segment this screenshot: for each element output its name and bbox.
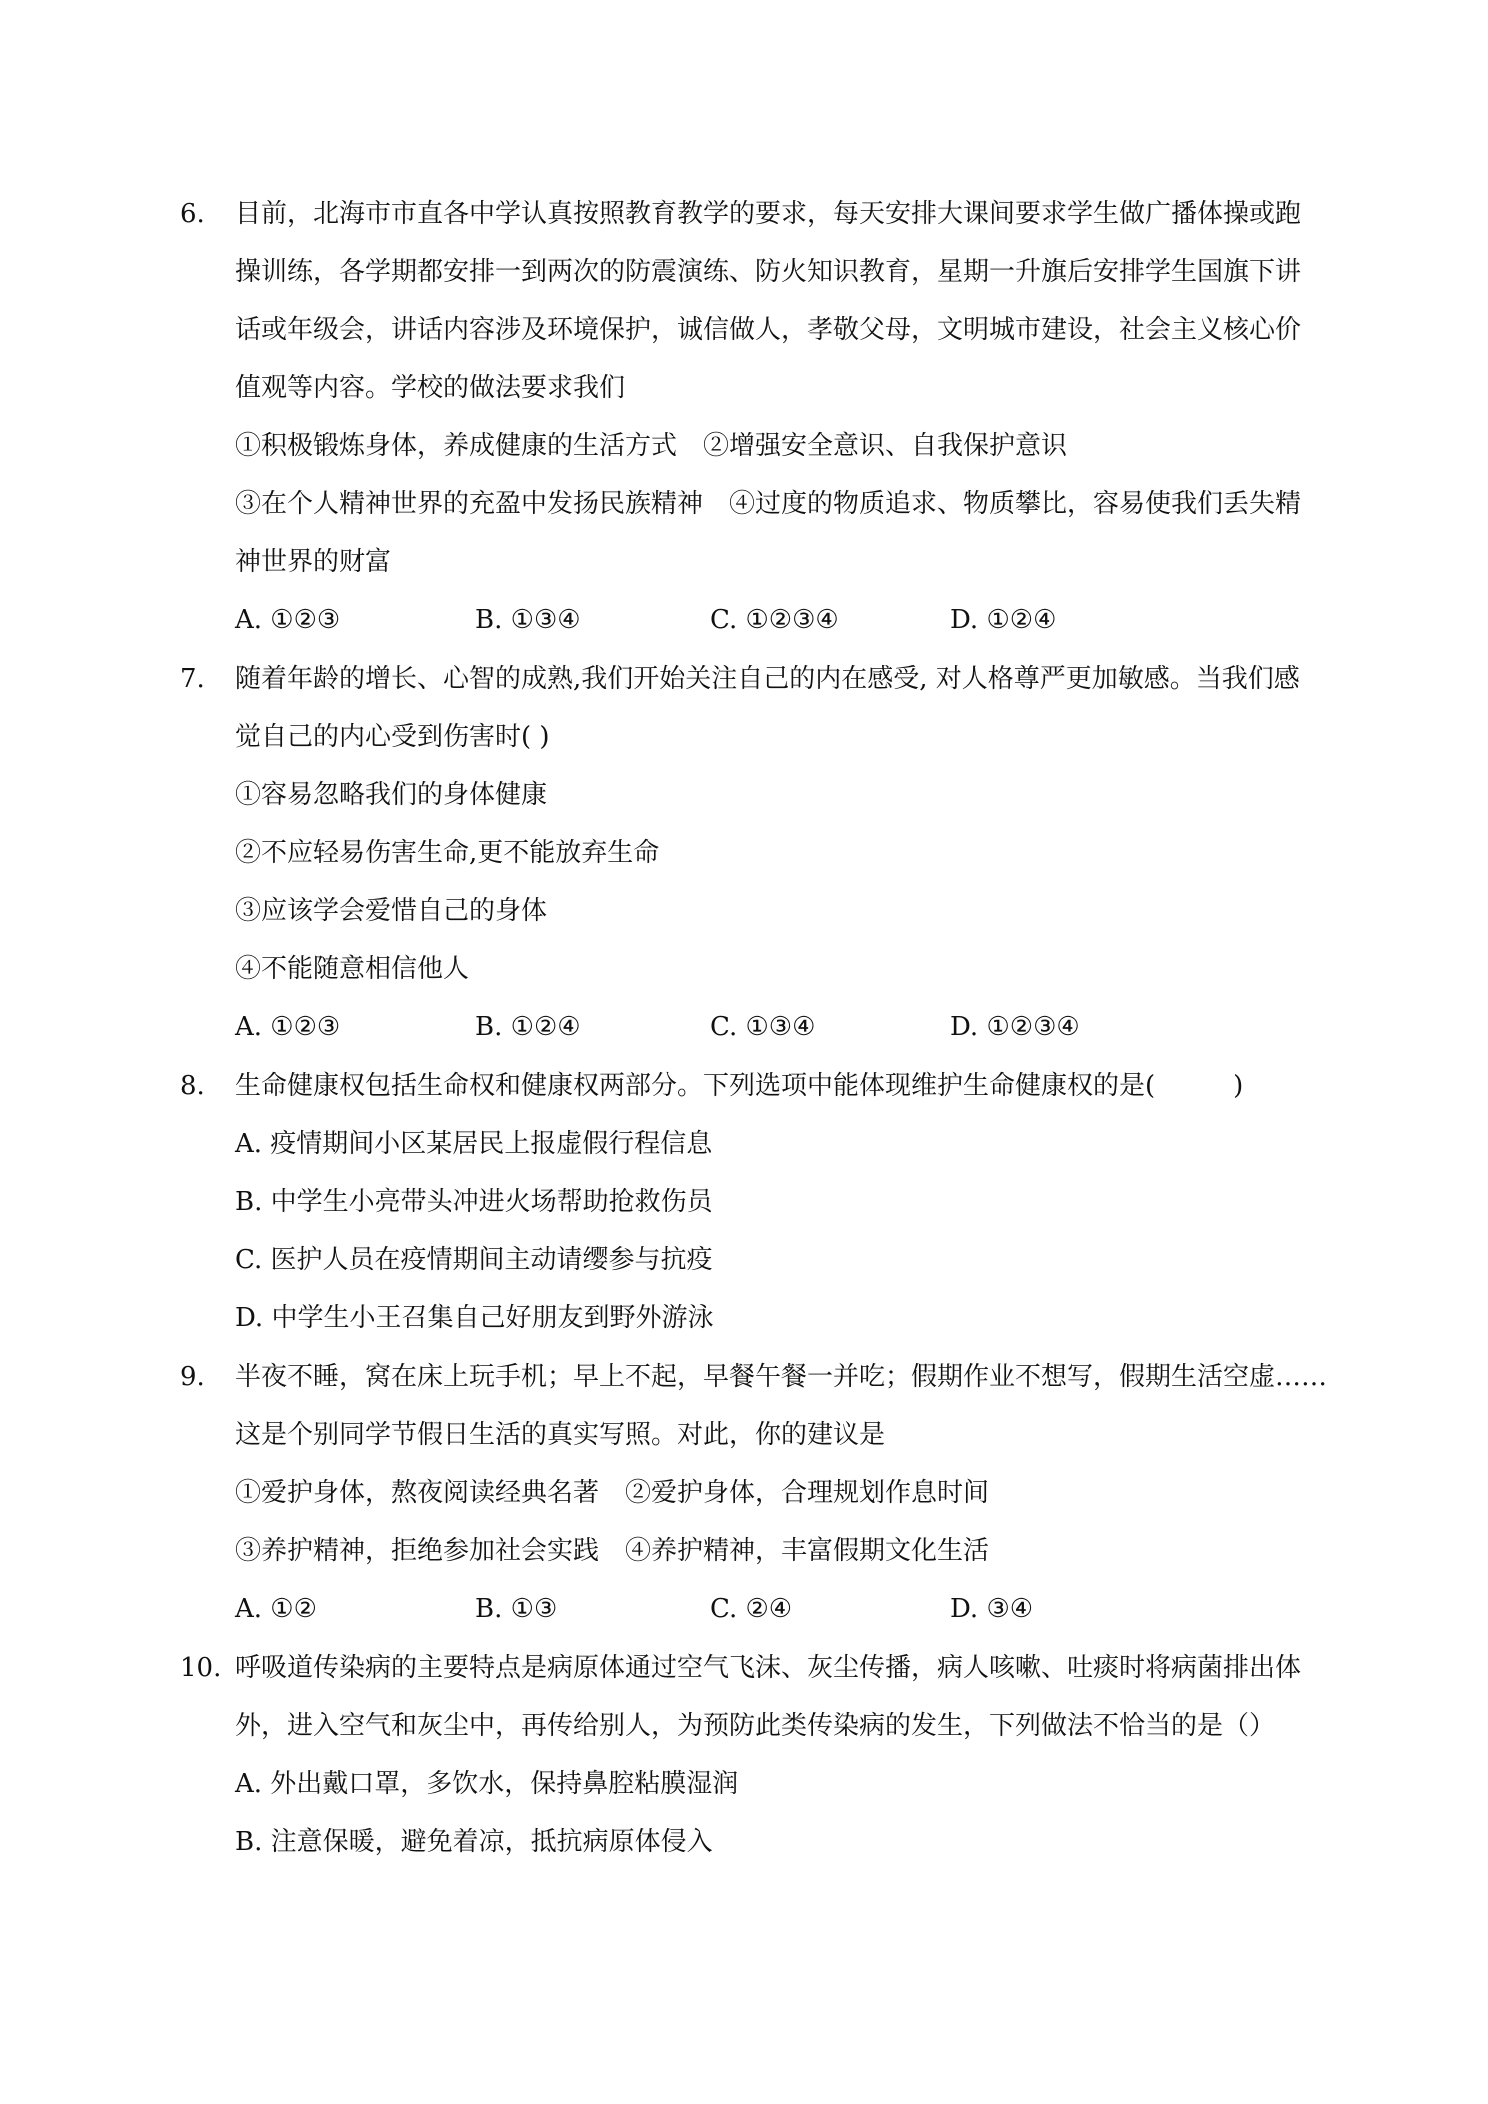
option-line: D. 中学生小王召集自己好朋友到野外游泳 — [235, 1303, 714, 1333]
answer-options — [235, 591, 1320, 649]
option-b: B. ①③ — [475, 1594, 558, 1624]
statement-line: 神世界的财富 — [235, 547, 392, 577]
question-7 — [180, 650, 1320, 1056]
statement-line: ①积极锻炼身体，养成健康的生活方式 ②增强安全意识、自我保护意识 — [235, 431, 1068, 461]
option-a: A. ①②③ — [235, 1012, 341, 1042]
option-line: A. 外出戴口罩，多饮水，保持鼻腔粘膜湿润 — [235, 1769, 739, 1799]
question-8 — [180, 1057, 1320, 1347]
question-10 — [180, 1639, 1320, 1871]
option-a: A. ①② — [235, 1594, 317, 1624]
option-line: C. 医护人员在疫情期间主动请缨参与抗疫 — [235, 1245, 713, 1275]
question-stem-line: 值观等内容。学校的做法要求我们 — [235, 373, 626, 403]
question-stem-line: 外，进入空气和灰尘中，再传给别人，为预防此类传染病的发生，下列做法不恰当的是（） — [235, 1711, 1276, 1741]
question-stem-line: 目前，北海市市直各中学认真按照教育教学的要求，每天安排大课间要求学生做广播体操或跑 — [235, 199, 1302, 229]
answer-options — [235, 998, 1320, 1056]
question-9 — [180, 1348, 1328, 1638]
question-stem-line: 话或年级会，讲话内容涉及环境保护，诚信做人，孝敬父母，文明城市建设，社会主义核心价 — [235, 315, 1302, 345]
option-line: B. 注意保暖，避免着凉，抵抗病原体侵入 — [235, 1827, 713, 1857]
question-stem-line: 生命健康权包括生命权和健康权两部分。下列选项中能体现维护生命健康权的是( ) — [235, 1071, 1244, 1101]
question-number: 7. — [180, 664, 205, 694]
statement-line: ④不能随意相信他人 — [235, 954, 470, 984]
question-stem-line: 半夜不睡，窝在床上玩手机；早上不起，早餐午餐一并吃；假期作业不想写，假期生活空虚…… — [235, 1362, 1328, 1392]
question-number: 6. — [180, 199, 205, 229]
statement-line: ③在个人精神世界的充盈中发扬民族精神 ④过度的物质追求、物质攀比，容易使我们丢失精 — [235, 489, 1302, 519]
option-d: D. ①②③④ — [950, 1012, 1080, 1042]
option-line: B. 中学生小亮带头冲进火场帮助抢救伤员 — [235, 1187, 713, 1217]
option-c: C. ②④ — [710, 1594, 793, 1624]
question-number: 9. — [180, 1362, 205, 1392]
statement-line: ③养护精神，拒绝参加社会实践 ④养护精神，丰富假期文化生活 — [235, 1536, 990, 1566]
option-b: B. ①②④ — [475, 1012, 581, 1042]
question-6 — [180, 185, 1320, 649]
question-stem-line: 随着年龄的增长、心智的成熟,我们开始关注自己的内在感受, 对人格尊严更加敏感。当我们感 — [235, 664, 1300, 694]
option-a: A. ①②③ — [235, 605, 341, 635]
option-d: D. ①②④ — [950, 605, 1057, 635]
answer-options — [235, 1580, 1320, 1638]
option-d: D. ③④ — [950, 1594, 1034, 1624]
question-number: 8. — [180, 1071, 205, 1101]
option-c: C. ①②③④ — [710, 605, 839, 635]
question-number: 10. — [180, 1653, 222, 1683]
question-stem-line: 这是个别同学节假日生活的真实写照。对此，你的建议是 — [235, 1420, 886, 1450]
option-c: C. ①③④ — [710, 1012, 816, 1042]
question-stem-line: 呼吸道传染病的主要特点是病原体通过空气飞沫、灰尘传播，病人咳嗽、吐痰时将病菌排出体 — [235, 1653, 1302, 1683]
question-stem-line: 操训练，各学期都安排一到两次的防震演练、防火知识教育，星期一升旗后安排学生国旗下讲 — [235, 257, 1302, 287]
option-b: B. ①③④ — [475, 605, 581, 635]
question-stem-line: 觉自己的内心受到伤害时( ) — [235, 722, 550, 752]
statement-line: ①爱护身体，熬夜阅读经典名著 ②爱护身体，合理规划作息时间 — [235, 1478, 990, 1508]
statement-line: ①容易忽略我们的身体健康 — [235, 780, 548, 810]
statement-line: ③应该学会爱惜自己的身体 — [235, 896, 548, 926]
option-line: A. 疫情期间小区某居民上报虚假行程信息 — [235, 1129, 713, 1159]
statement-line: ②不应轻易伤害生命,更不能放弃生命 — [235, 838, 660, 868]
